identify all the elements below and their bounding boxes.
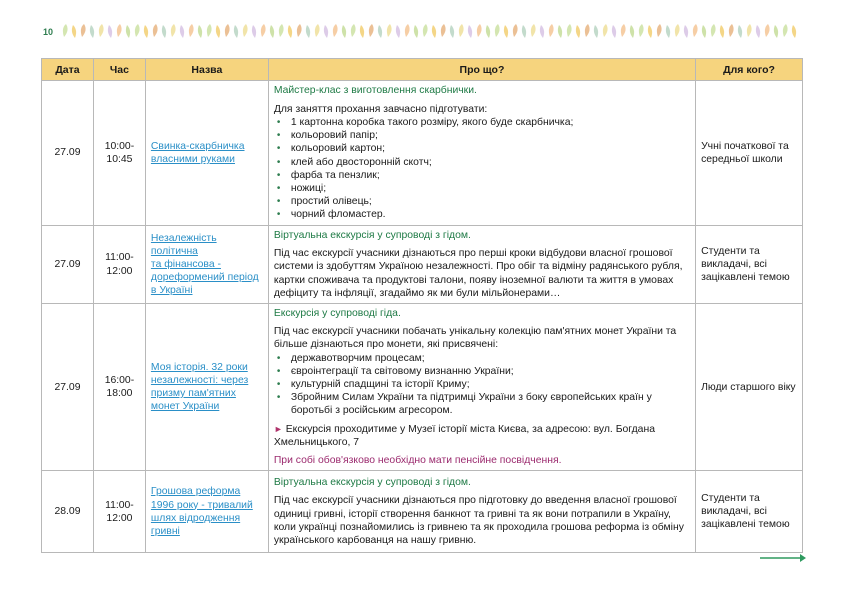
event-heading: Майстер-клас з виготовлення скарбнички. — [273, 85, 477, 97]
header-description: Про що? — [268, 59, 695, 81]
event-date: 27.09 — [42, 81, 94, 226]
list-item: • 1 картонна коробка такого розміру, якого буде скарбничка; — [274, 116, 690, 129]
event-description — [268, 304, 695, 471]
table-row — [42, 471, 803, 553]
event-time: 10:00- 10:45 — [93, 81, 145, 226]
event-time: 11:00- 12:00 — [93, 471, 145, 553]
page-number: 10 — [43, 27, 54, 37]
table-row — [42, 304, 803, 471]
list-item: • чорний фломастер. — [274, 208, 690, 221]
event-heading: Екскурсія у супроводі гіда. — [273, 308, 401, 320]
event-audience: Студенти та викладачі, всі зацікавлені темою — [696, 471, 803, 553]
event-title-link[interactable]: Свинка-скарбничка власними руками — [145, 81, 268, 226]
event-audience: Люди старшого віку — [696, 304, 803, 471]
header-date: Дата — [42, 59, 94, 81]
event-text: Для заняття прохання завчасно підготувати: — [273, 103, 488, 115]
event-time: 16:00- 18:00 — [93, 304, 145, 471]
list-item: • Збройним Силам України та підтримці України з боку європейських країн у боротьбі з російським агресором. — [274, 391, 690, 417]
list-item: • клей або двосторонній скотч; — [274, 156, 690, 169]
event-requirement: При собі обов'язково необхідно мати пенсійне посвідчення. — [273, 455, 562, 467]
event-time: 11:00- 12:00 — [93, 226, 145, 304]
event-title-link[interactable]: Незалежність політична та фінансова - дореформений період в Україні — [145, 226, 268, 304]
decorative-leaf-border — [62, 22, 800, 40]
event-text: Під час екскурсії учасники побачать унікальну колекцію пам'ятних монет України та більше дізнаються про монети, які присвячені: — [273, 326, 677, 351]
event-date: 27.09 — [42, 226, 94, 304]
list-item: • євроінтеграції та світовому визнанню України; — [274, 365, 690, 378]
pointer-triangle-icon: ► — [273, 423, 283, 434]
event-title-link[interactable]: Моя історія. 32 роки незалежності: через призму пам'ятних монет України — [145, 304, 268, 471]
event-audience: Студенти та викладачі, всі зацікавлені темою — [696, 226, 803, 304]
header-audience: Для кого? — [696, 59, 803, 81]
event-date: 28.09 — [42, 471, 94, 553]
next-page-arrow-icon[interactable] — [760, 553, 806, 563]
list-item: • фарба та пензлик; — [274, 169, 690, 182]
events-table — [41, 58, 803, 553]
event-heading: Віртуальна екскурсія у супроводі з гідом. — [273, 230, 471, 241]
table-row — [42, 81, 803, 226]
list-item: • культурній спадщині та історії Криму; — [274, 378, 690, 391]
header-title: Назва — [145, 59, 268, 81]
list-item: • кольоровий папір; — [274, 129, 690, 142]
list-item: • ножиці; — [274, 182, 690, 195]
coin-topics-list — [274, 352, 690, 418]
table-row — [42, 226, 803, 304]
list-item: • кольоровий картон; — [274, 142, 690, 155]
list-item: • простий олівець; — [274, 195, 690, 208]
supply-list — [274, 116, 690, 222]
event-audience: Учні початкової та середньої школи — [696, 81, 803, 226]
event-heading: Віртуальна екскурсія у супроводі з гідом. — [273, 477, 471, 489]
event-date: 27.09 — [42, 304, 94, 471]
table-header-row — [42, 59, 803, 81]
list-item: • державотворчим процесам; — [274, 352, 690, 365]
event-description — [268, 226, 695, 304]
event-text: Під час екскурсії учасники дізнаються про перші кроки відбудови власної грошової системи із здобуттям Україною незалежності. Про обіг та відміну радянського рубля, картки споживача та продуктові талони, появу іноземної валюти та життя в умовах дефіциту та інфляції, згадаймо як ми були мільйонерами… — [273, 248, 683, 299]
header-time: Час — [93, 59, 145, 81]
event-text: Під час екскурсії учасники дізнаються про підготовку до введення власної грошової одиниці гривні, історії створення банкнот та гривні та як вони потрапили в Україну, коли українці познайомились із гривнею та як проходила грошова реформа із обміну українського карбованця на нашу гривню. — [273, 495, 684, 547]
event-description — [268, 471, 695, 553]
event-description — [268, 81, 695, 226]
event-title-link[interactable]: Грошова реформа 1996 року - тривалий шлях відродження гривні — [145, 471, 268, 553]
event-address: ► Екскурсія проходитиме у Музеї історії міста Києва, за адресою: вул. Богдана Хмельницького, 7 — [273, 423, 655, 448]
